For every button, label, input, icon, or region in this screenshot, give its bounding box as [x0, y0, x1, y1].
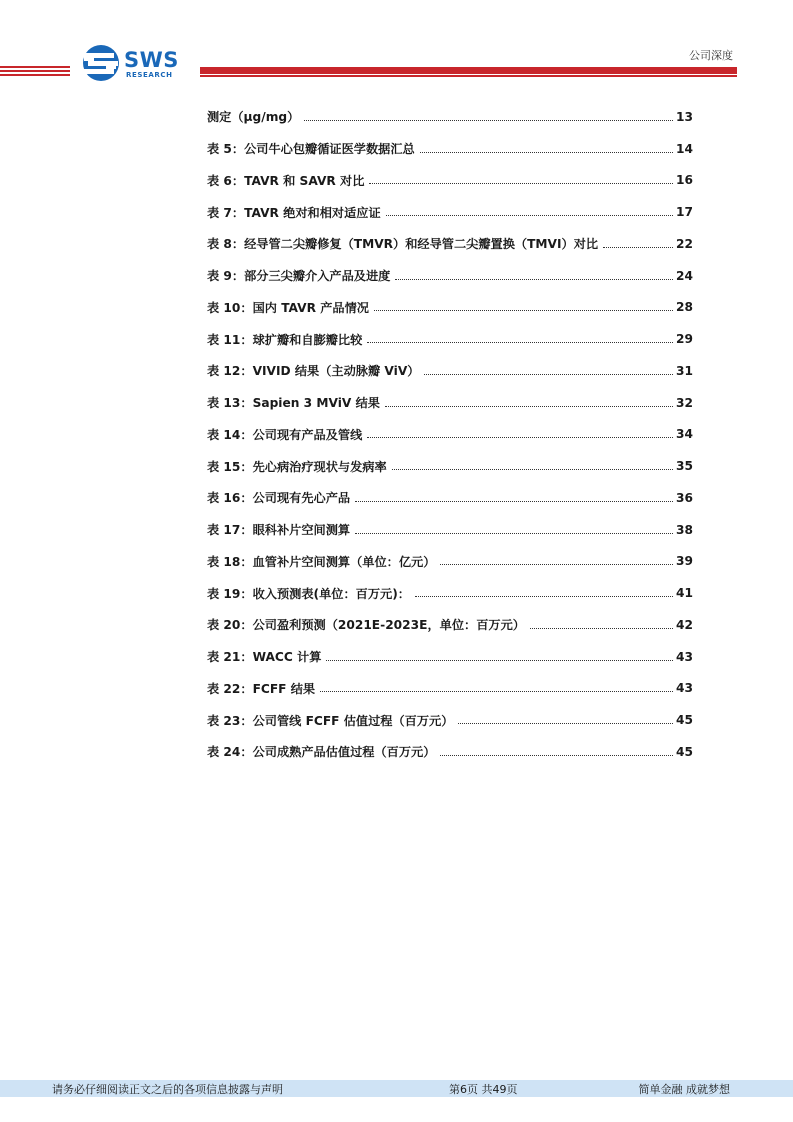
toc-dot-leader: [530, 617, 673, 629]
toc-dot-leader: [395, 268, 673, 280]
toc-entry-title[interactable]: 表 14：公司现有产品及管线: [207, 427, 363, 442]
toc-entry-page-number[interactable]: 32: [676, 395, 693, 410]
toc-entry[interactable]: [207, 450, 693, 482]
toc-entry-page-number[interactable]: 42: [676, 617, 693, 632]
logo-subtitle: RESEARCH: [126, 71, 173, 79]
toc-entry[interactable]: [207, 292, 693, 324]
toc-entry[interactable]: [207, 196, 693, 228]
toc-entry[interactable]: [207, 641, 693, 673]
header-rule: [0, 74, 70, 76]
toc-entry-page-number[interactable]: 45: [676, 713, 693, 728]
toc-dot-leader: [386, 204, 673, 216]
toc-entry-title[interactable]: 表 10：国内 TAVR 产品情况: [207, 300, 369, 315]
toc-dot-leader: [415, 585, 673, 597]
toc-entry[interactable]: [207, 673, 693, 705]
table-of-contents: [207, 101, 693, 768]
footer-disclaimer: 请务必仔细阅读正文之后的各项信息披露与声明: [52, 1083, 283, 1096]
footer-slogan: 简单金融 成就梦想: [638, 1083, 730, 1096]
toc-entry[interactable]: [207, 419, 693, 451]
toc-entry[interactable]: [207, 323, 693, 355]
toc-entry-title[interactable]: 表 18：血管补片空间测算（单位：亿元）: [207, 554, 436, 569]
toc-dot-leader: [374, 299, 673, 311]
header-rule: [200, 75, 737, 77]
toc-entry-title[interactable]: 表 5：公司牛心包瓣循证医学数据汇总: [207, 142, 415, 157]
toc-entry-title[interactable]: 表 13：Sapien 3 MViV 结果: [207, 396, 380, 411]
toc-entry-title[interactable]: 表 6：TAVR 和 SAVR 对比: [207, 173, 365, 188]
sws-logo: [82, 44, 192, 84]
toc-entry-title[interactable]: 表 9：部分三尖瓣介入产品及进度: [207, 269, 391, 284]
toc-entry[interactable]: [207, 260, 693, 292]
toc-dot-leader: [603, 236, 673, 248]
logo-wordmark: SWS: [124, 48, 179, 72]
toc-dot-leader: [369, 172, 673, 184]
toc-entry-page-number[interactable]: 36: [676, 490, 693, 505]
toc-entry[interactable]: [207, 514, 693, 546]
toc-dot-leader: [355, 490, 673, 502]
toc-entry[interactable]: [207, 736, 693, 768]
toc-dot-leader: [392, 458, 673, 470]
toc-dot-leader: [385, 395, 673, 407]
toc-dot-leader: [367, 426, 673, 438]
toc-entry-title[interactable]: 表 24：公司成熟产品估值过程（百万元）: [207, 745, 436, 760]
toc-entry[interactable]: [207, 133, 693, 165]
toc-entry-title[interactable]: 表 19：收入预测表(单位：百万元)：: [207, 586, 410, 601]
toc-dot-leader: [326, 649, 673, 661]
toc-entry[interactable]: [207, 609, 693, 641]
toc-entry-page-number[interactable]: 29: [676, 332, 693, 347]
header-rule: [0, 66, 70, 68]
toc-dot-leader: [440, 744, 673, 756]
toc-entry-page-number[interactable]: 17: [676, 205, 693, 220]
toc-entry[interactable]: [207, 387, 693, 419]
toc-entry-page-number[interactable]: 38: [676, 522, 693, 537]
toc-entry-title[interactable]: 表 17：眼科补片空间测算: [207, 523, 351, 538]
page-header: [0, 0, 793, 90]
toc-entry-page-number[interactable]: 35: [676, 459, 693, 474]
header-rule: [0, 70, 70, 72]
toc-dot-leader: [304, 109, 673, 121]
toc-dot-leader: [355, 522, 673, 534]
toc-entry-page-number[interactable]: 41: [676, 586, 693, 601]
toc-entry-page-number[interactable]: 28: [676, 300, 693, 315]
toc-entry[interactable]: [207, 577, 693, 609]
toc-entry-title[interactable]: 测定（μg/mg）: [207, 110, 300, 125]
toc-entry-page-number[interactable]: 14: [676, 141, 693, 156]
toc-entry-title[interactable]: 表 12：VIVID 结果（主动脉瓣 ViV）: [207, 364, 420, 379]
footer-page-info: 第6页 共49页: [449, 1083, 518, 1096]
toc-entry-page-number[interactable]: 22: [676, 236, 693, 251]
toc-entry-title[interactable]: 表 11：球扩瓣和自膨瓣比较: [207, 332, 363, 347]
toc-entry[interactable]: [207, 482, 693, 514]
toc-dot-leader: [320, 680, 673, 692]
toc-entry-title[interactable]: 表 22：FCFF 结果: [207, 681, 316, 696]
toc-entry-page-number[interactable]: 24: [676, 268, 693, 283]
toc-entry-page-number[interactable]: 13: [676, 109, 693, 124]
sws-logo-icon: [82, 44, 120, 82]
toc-entry-page-number[interactable]: 34: [676, 427, 693, 442]
toc-entry-page-number[interactable]: 43: [676, 649, 693, 664]
toc-entry-title[interactable]: 表 21：WACC 计算: [207, 650, 322, 665]
toc-entry-page-number[interactable]: 45: [676, 744, 693, 759]
toc-entry-title[interactable]: 表 8：经导管二尖瓣修复（TMVR）和经导管二尖瓣置换（TMVI）对比: [207, 237, 599, 252]
page-footer: [0, 1080, 793, 1097]
toc-entry[interactable]: [207, 165, 693, 197]
toc-dot-leader: [458, 712, 673, 724]
toc-entry[interactable]: [207, 355, 693, 387]
toc-dot-leader: [367, 331, 673, 343]
toc-entry-page-number[interactable]: 43: [676, 681, 693, 696]
toc-dot-leader: [420, 141, 673, 153]
header-rule: [200, 67, 737, 74]
toc-dot-leader: [424, 363, 673, 375]
toc-entry-title[interactable]: 表 15：先心病治疗现状与发病率: [207, 459, 387, 474]
toc-entry[interactable]: [207, 546, 693, 578]
toc-entry[interactable]: [207, 704, 693, 736]
toc-entry[interactable]: [207, 228, 693, 260]
toc-dot-leader: [440, 553, 673, 565]
toc-entry-page-number[interactable]: 31: [676, 363, 693, 378]
toc-entry-page-number[interactable]: 39: [676, 554, 693, 569]
toc-entry-title[interactable]: 表 23：公司管线 FCFF 估值过程（百万元）: [207, 713, 454, 728]
toc-entry-title[interactable]: 表 7：TAVR 绝对和相对适应证: [207, 205, 381, 220]
toc-entry-page-number[interactable]: 16: [676, 173, 693, 188]
toc-entry-title[interactable]: 表 16：公司现有先心产品: [207, 491, 351, 506]
report-type-label: 公司深度: [689, 49, 733, 62]
toc-entry-title[interactable]: 表 20：公司盈利预测（2021E-2023E，单位：百万元）: [207, 618, 525, 633]
toc-entry[interactable]: [207, 101, 693, 133]
